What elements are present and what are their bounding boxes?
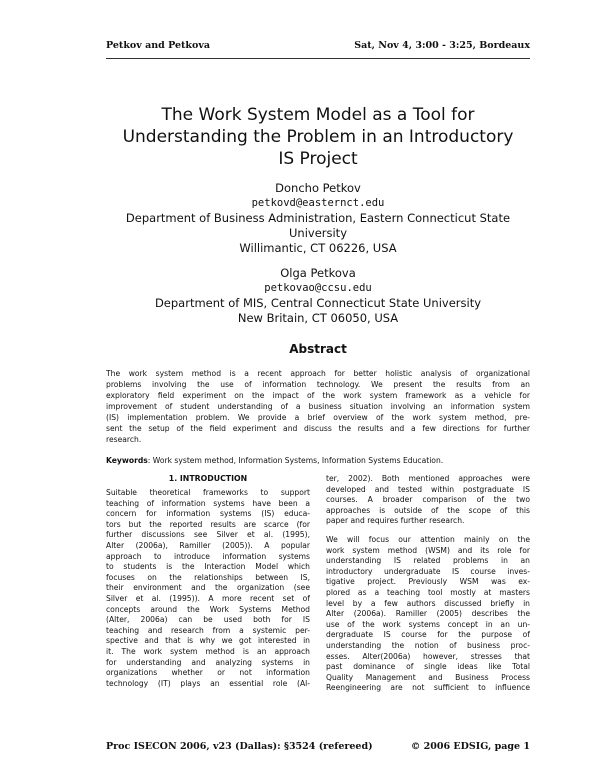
abstract-line: research.: [106, 435, 142, 444]
author-block-2: [80, 266, 556, 326]
running-header: [106, 40, 530, 51]
title-line: The Work System Model as a Tool for: [161, 105, 475, 125]
body-line: Alter (2006a). Ramiller (2005) describes the: [326, 609, 530, 619]
page-footer: [106, 741, 530, 752]
author-affiliation: University: [288, 226, 347, 240]
header-session: Sat, Nov 4, 3:00 - 3:25, Bordeaux: [354, 40, 530, 51]
paper-title: [80, 104, 556, 170]
body-line: concepts around the Work Systems Method: [106, 604, 310, 614]
body-line: developed and tested within postgraduate IS: [326, 484, 530, 494]
footer-proceedings: Proc ISECON 2006, v23 (Dallas): §3524 (refereed): [106, 741, 373, 752]
body-line: (Alter, 2006a) can be used both for IS: [106, 615, 310, 625]
author-name: Olga Petkova: [280, 266, 356, 280]
keywords-text: : Work system method, Information Systems, Information Systems Education.: [147, 456, 444, 465]
author-name: Doncho Petkov: [275, 181, 361, 195]
body-line: spective and that is why we got interested in: [106, 636, 310, 646]
body-line: understanding the notion of business proc-: [326, 640, 530, 650]
body-line: technology (IT) plays an essential role (Al-: [106, 678, 310, 688]
body-line: approaches is outside of the scope of this: [326, 505, 530, 515]
abstract-line: (IS) implementation problem. We provide a brief overview of the work system method, pre-: [106, 413, 530, 422]
title-line: Understanding the Problem in an Introductory: [122, 127, 514, 147]
body-line: use of the work systems concept in an un-: [326, 619, 530, 629]
body-line: ter, 2002). Both mentioned approaches were: [326, 474, 530, 483]
body-line: work system method (WSM) and its role for: [326, 545, 530, 555]
author-affiliation: Department of MIS, Central Connecticut State University: [154, 296, 482, 310]
paragraph-gap: [326, 527, 530, 535]
body-line: concern for information systems (IS) educa-: [106, 509, 310, 519]
abstract-line: The work system method is a recent approach for better holistic analysis of organizational: [106, 369, 530, 378]
body-line: understanding IS related problems in an: [326, 556, 530, 566]
header-authors: Petkov and Petkova: [106, 40, 210, 51]
keywords-label: Keywords: [106, 456, 148, 465]
body-line: We will focus our attention mainly on the: [326, 534, 530, 544]
keywords: [106, 455, 530, 466]
body-line: courses. A broader comparison of the two: [326, 495, 530, 505]
body-line: esses. Alter(2006a) however, stresses that: [326, 651, 530, 661]
header-rule: [106, 58, 530, 59]
section-heading: 1. INTRODUCTION: [168, 474, 248, 483]
body-line: it. The work system method is an approach: [106, 646, 310, 656]
author-email: petkovd@easternct.edu: [251, 197, 385, 209]
body-line: introductory undergraduate IS course inves-: [326, 566, 530, 576]
body-line: for understanding and analyzing systems in: [106, 657, 310, 667]
body-line: Alter (2006a), Ramiller (2005)). A popular: [106, 540, 310, 550]
body-line: teaching of information systems have been a: [106, 498, 310, 508]
right-column: [326, 474, 530, 694]
left-column: [106, 474, 310, 689]
abstract-line: sent the setup of the field experiment and discuss the results and a few directions for further: [106, 424, 530, 433]
body-line: approach to introduce information systems: [106, 551, 310, 561]
body-line: teaching and research from a systemic per-: [106, 625, 310, 635]
body-line: Suitable theoretical frameworks to support: [106, 488, 310, 497]
author-email: petkovao@ccsu.edu: [264, 282, 372, 294]
abstract-text: [106, 368, 530, 445]
body-line: Quality Management and Business Process: [326, 672, 530, 682]
body-line: organizations whether or not information: [106, 668, 310, 678]
abstract-line: problems involving the use of information technology. We present the results from an: [106, 380, 530, 389]
abstract-line: exploratory field experiment on the impact of the work system framework as a vehicle for: [106, 391, 530, 400]
body-line: Silver et al. (1995)). A more recent set of: [106, 593, 310, 603]
body-line: tors but the reported results are scarce (for: [106, 519, 310, 529]
body-line: tigative project. Previously WSM was ex-: [326, 577, 530, 587]
body-line: dergraduate IS course for the purpose of: [326, 630, 530, 640]
body-line: Reengineering are not sufficient to influence: [326, 683, 530, 693]
body-line: plored as a teaching tool mostly at masters: [326, 587, 530, 597]
body-line: further discussions see Silver et al. (1995),: [106, 530, 310, 540]
body-line: to students is the Interaction Model which: [106, 562, 310, 572]
author-affiliation: Department of Business Administration, Eastern Connecticut State: [125, 211, 511, 225]
author-affiliation: New Britain, CT 06050, USA: [237, 311, 399, 325]
footer-copyright: © 2006 EDSIG, page 1: [410, 741, 530, 752]
body-line: paper and requires further research.: [326, 516, 465, 526]
body-line: past dominance of single ideas like Total: [326, 662, 530, 672]
author-block-1: [80, 181, 556, 256]
body-line: level by a few authors discussed briefly in: [326, 598, 530, 608]
body-line: their environment and the organization (see: [106, 583, 310, 593]
title-line: IS Project: [278, 149, 358, 169]
body-line: focuses on the relationships between IS,: [106, 572, 310, 582]
author-affiliation: Willimantic, CT 06226, USA: [239, 241, 397, 255]
abstract-line: improvement of student understanding of a business situation involving an information system: [106, 402, 530, 411]
abstract-heading: Abstract: [289, 342, 347, 356]
